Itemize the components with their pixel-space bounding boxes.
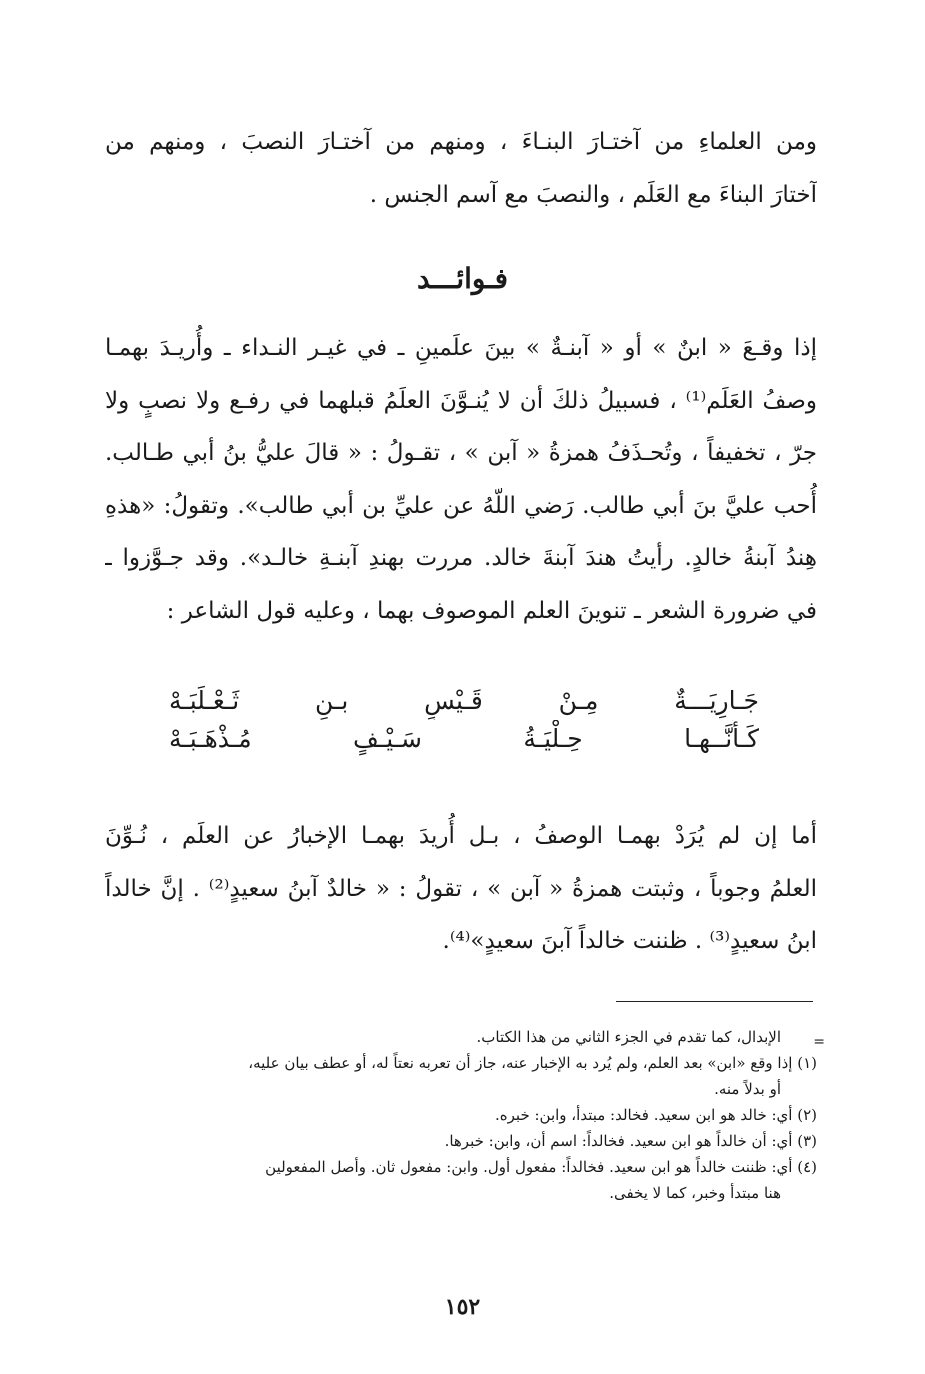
footnote-4: (٤) أي: ظننت خالداً هو ابن سعيد. فخالداً: مفعول أول. وابن: مفعول ثان. وأصل المفعولين bbox=[265, 1158, 817, 1176]
fawaid-paragraph bbox=[105, 322, 817, 637]
verse-line-2: كَـأَنَّــهـا حِـلْيَـةُ سَـيْـفٍ مُـذْهَـبَـهْ bbox=[169, 724, 759, 753]
intro-line-2: آختارَ البناءَ مع العَلَم ، والنصبَ مع آسم الجنس . bbox=[369, 181, 817, 208]
outro-line-2: العلمُ وجوباً ، وثبتت همزةُ « آبن » ، تقولُ : « خالدٌ آبنُ سعيدٍ⁽²⁾ . إنَّ خالداً bbox=[105, 875, 817, 902]
verse-line-1: جَـارِيَـــةٌ مِـنْ قَـيْسٍ بـنِ ثَـعْـلَبَـهْ bbox=[169, 686, 759, 715]
fawaid-line-4: أُحب عليَّ بنَ أبي طالب. رَضي اللّهُ عن عليِّ بن أبي طالب». وتقولُ: «هذهِ bbox=[105, 492, 817, 519]
fawaid-line-2: وصفُ العَلَم⁽¹⁾ ، فسبيلُ ذلكَ أن لا يُنـوَّنَ العلَمُ قبلهما في رفـع ولا نصبٍ ولا bbox=[105, 387, 817, 414]
intro-paragraph bbox=[105, 116, 817, 221]
footnote-2: (٢) أي: خالد هو ابن سعيد. فخالد: مبتدأ، وابن: خبره. bbox=[495, 1106, 817, 1124]
page-number: ١٥٢ bbox=[444, 1294, 481, 1320]
fawaid-line-1: إذا وقـعَ « ابنٌ » أو « آبنـةٌ » بينَ علَمينِ ـ في غيـر النـداء ـ وأُريـدَ بهمـا bbox=[105, 335, 817, 361]
footnote-1-continued: أو بدلاً منه. bbox=[714, 1080, 781, 1098]
poem-verse bbox=[169, 682, 759, 758]
outro-line-3: ابنُ سعيدٍ⁽³⁾ . ظننت خالداً آبنَ سعيدٍ»⁽⁴⁾. bbox=[442, 928, 817, 954]
section-heading: فـوائـــد bbox=[417, 262, 508, 295]
footnote-4-continued: هنا مبتدأ وخبر، كما لا يخفى. bbox=[609, 1184, 781, 1202]
outro-line-1: أما إن لم يُرَدْ بهمـا الوصفُ ، بـل أُريدَ بهمـا الإخبارُ عن العلَم ، نُـوِّنَ bbox=[105, 823, 817, 849]
outro-paragraph bbox=[105, 810, 817, 968]
fawaid-line-6: في ضرورة الشعر ـ تنوينَ العلم الموصوف بهما ، وعليه قول الشاعر : bbox=[166, 597, 817, 624]
footnote-continuation-mark: = bbox=[813, 1034, 825, 1050]
intro-line-1: ومن العلماءِ من آختـارَ البنـاءَ ، ومنهم من آختـارَ النصبَ ، ومنهم من bbox=[105, 129, 817, 155]
footnote-3: (٣) أي: أن خالداً هو ابن سعيد. فخالداً: اسم أن، وابن: خبرها. bbox=[444, 1132, 817, 1150]
footnote-1: (١) إذا وقع «ابن» بعد العلم، ولم يُرد به الإخبار عنه، جاز أن تعربه نعتاً له، أو عطف بيان عليه، bbox=[248, 1054, 817, 1072]
footnotes bbox=[105, 1024, 817, 1206]
footnote-divider bbox=[616, 1001, 813, 1002]
fawaid-line-3: جرّ ، تخفيفاً ، وتُحـذَفُ همزةُ « آبن » ، تقـولُ : « قالَ عليُّ بنُ أبي طـالب. bbox=[105, 440, 817, 466]
footnote-continued: الإبدال، كما تقدم في الجزء الثاني من هذا الكتاب. bbox=[476, 1028, 781, 1046]
fawaid-line-5: هِندُ آبنةُ خالدٍ. رأيتُ هندَ آبنةَ خالد. مررت بهندِ آبنـةِ خالـد». وقد جـوَّزوا ـ bbox=[105, 545, 817, 571]
